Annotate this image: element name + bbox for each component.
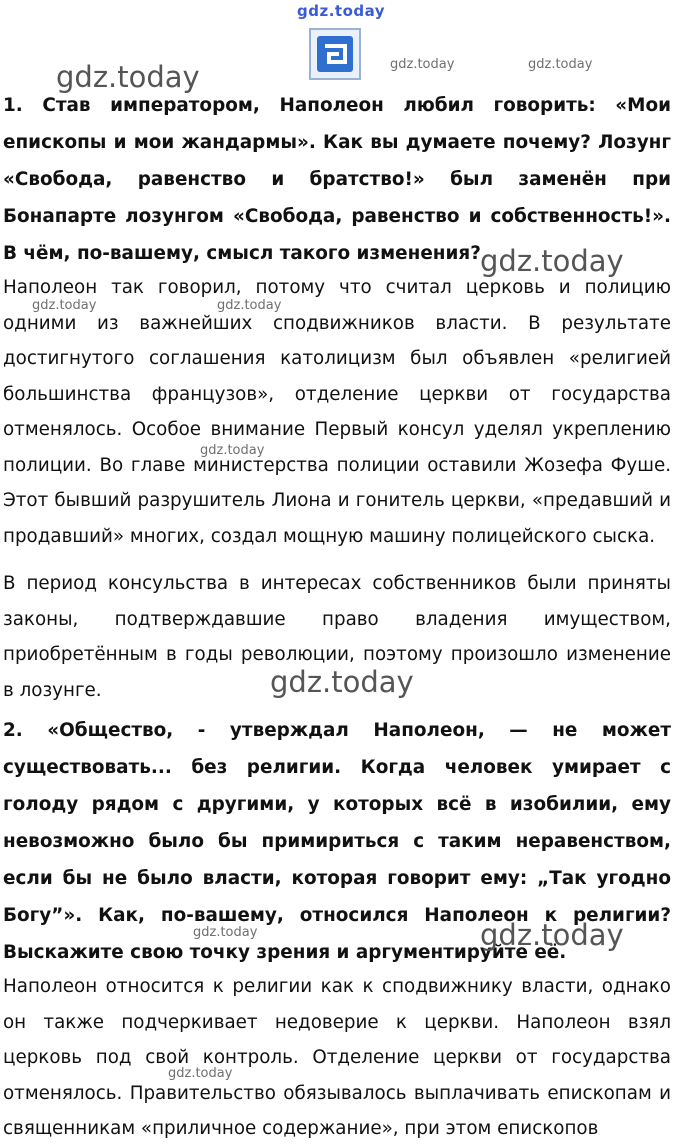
watermark: gdz.today <box>56 60 200 94</box>
answer-1-paragraph-2: В период консульства в интересах собственников были приняты законы, подтверждавшие право владения имуществом, приобретённым в годы революции, поэтому произошло изменение в лозунге. <box>3 573 671 701</box>
watermark: gdz.today <box>480 918 624 952</box>
watermark: gdz.today <box>217 298 282 313</box>
watermark: gdz.today <box>193 925 258 940</box>
watermark: gdz.today <box>390 57 455 72</box>
watermark: gdz.today <box>528 57 593 72</box>
answer-1-paragraph-1: Наполеон так говорил, потому что считал церковь и полицию одними из важнейших сподвижников власти. В результате достигнутого соглашения католицизм был объявлен «религией большинства французов», отделение церкви от государства отменялось. Особое внимание Первый консул уделял укреплению полиции. Во главе министерства полиции оставили Жозефа Фуше. Этот бывший разрушитель Лиона и гонитель церкви, «предавший и продавший» многих, создал мощную машину полицейского сыска. <box>3 277 671 547</box>
answer-2-paragraph-1: Наполеон относится к религии как к сподвижнику власти, однако он также подчеркивает недоверие к церкви. Наполеон взял церковь под свой контроль. Отделение церкви от государства отменялось. Правительство обязывалось выплачивать епископам и священникам «приличное содержание», при этом епископов <box>3 976 671 1139</box>
gdz-logo-icon <box>309 28 361 80</box>
watermark: gdz.today <box>168 1066 233 1081</box>
watermark-top: gdz.today <box>297 2 386 20</box>
watermark: gdz.today <box>32 298 97 313</box>
watermark: gdz.today <box>480 244 624 278</box>
question-1: 1. Став императором, Наполеон любил говорить: «Мои епископы и мои жандармы». Как вы думаете почему? Лозунг «Свобода, равенство и братство!» был заменён при Бонапарте лозунгом «Свобода, равенство и собственность!». В чём, по-вашему, смысл такого изменения? <box>3 95 671 264</box>
question-2: 2. «Общество, - утверждал Наполеон, — не может существовать... без религии. Когда человек умирает с голоду рядом с другими, у которых всё в изобилии, ему невозможно было бы примириться с таким неравенством, если бы не было власти, которая говорит ему: „Так угодно Богу”». Как, по-вашему, относился Наполеон к религии? Выскажите свою точку зрения и аргументируйте её. <box>3 720 671 963</box>
watermark: gdz.today <box>270 665 414 699</box>
watermark: gdz.today <box>200 443 265 458</box>
